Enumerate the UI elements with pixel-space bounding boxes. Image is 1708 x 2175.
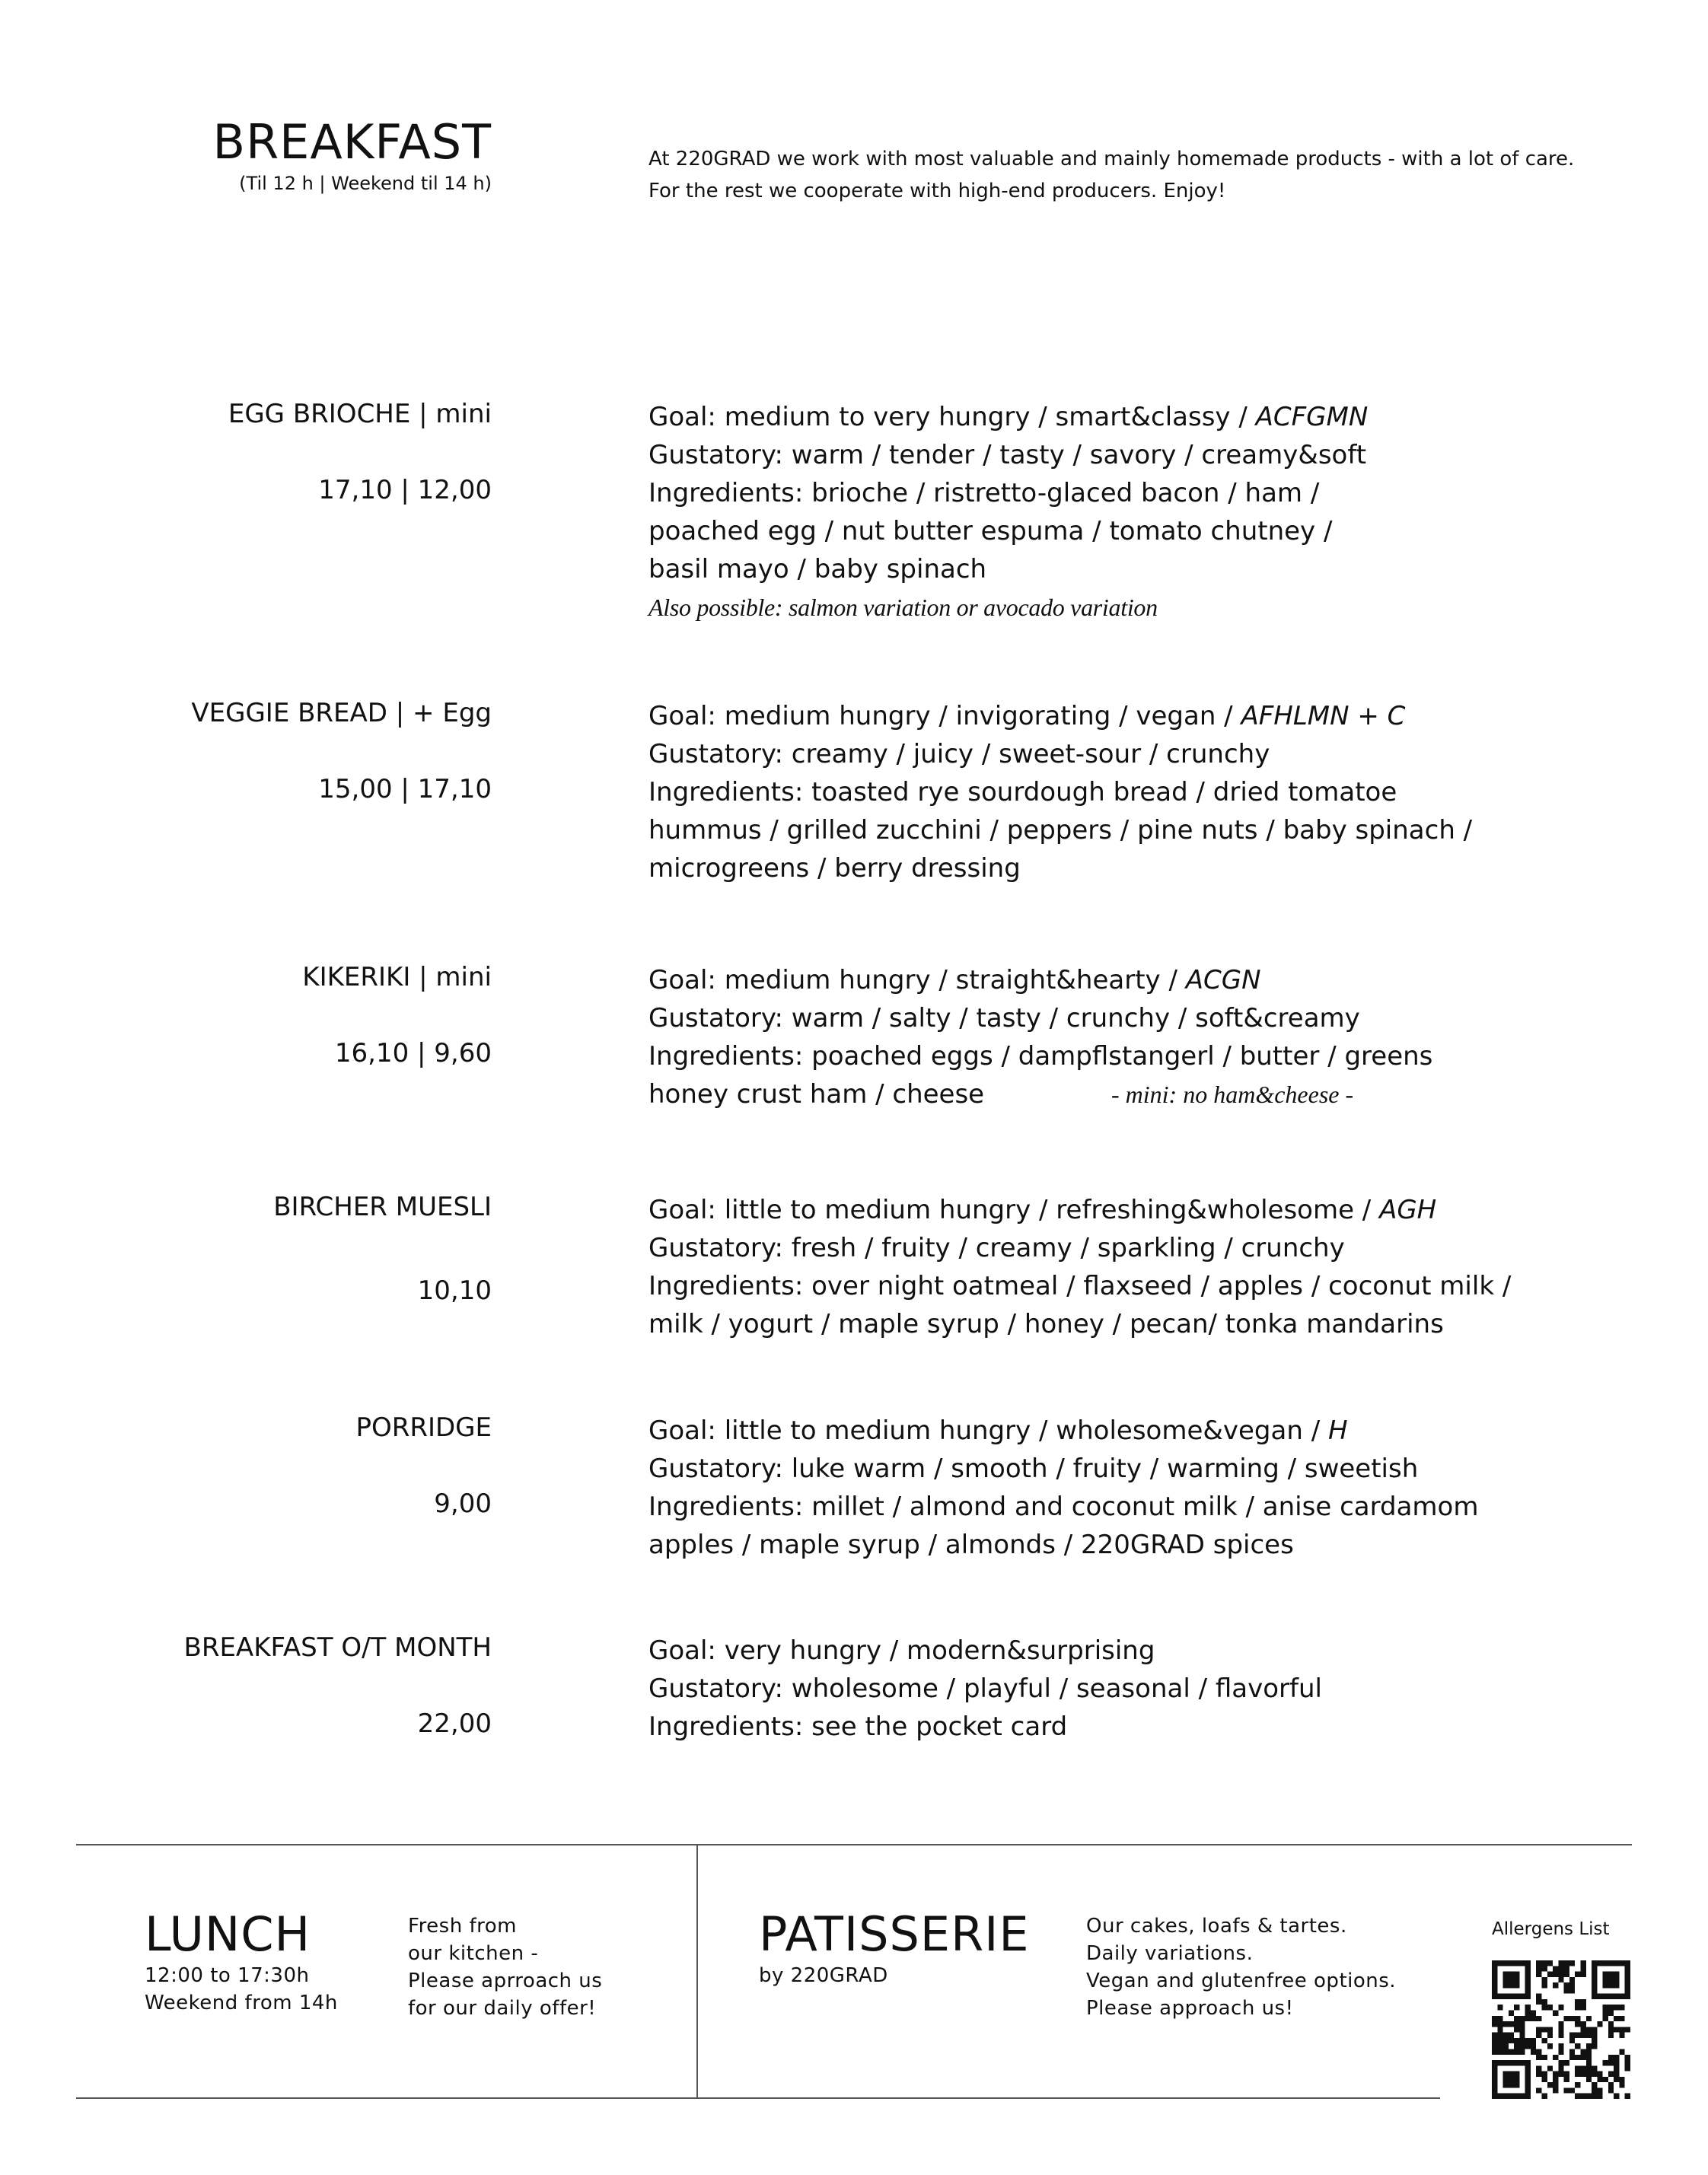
gustatory-line: Gustatory: creamy / juicy / sweet-sour / crunchy (648, 739, 1270, 769)
mini-note: - mini: no ham&cheese - (1111, 1081, 1354, 1108)
menu-item-description (648, 697, 1472, 887)
ingredients-line: basil mayo / baby spinach (648, 554, 987, 584)
goal-line: Goal: little to medium hungry / wholesome&vegan / H (648, 1416, 1348, 1446)
footer-top-divider (76, 1844, 1632, 1845)
goal-line: Goal: medium hungry / straight&hearty / ACGN (648, 965, 1261, 995)
patisserie-title: PATISSERIE (759, 1906, 1030, 1962)
menu-item-name: EGG BRIOCHE | mini (228, 399, 492, 429)
menu-item-name: VEGGIE BREAD | + Egg (191, 698, 492, 728)
footer-column-divider (696, 1845, 698, 2098)
menu-item-description (648, 1191, 1511, 1343)
allergen-codes: AFHLMN + C (1241, 701, 1406, 731)
ingredients-line: Ingredients: over night oatmeal / flaxseed / apples / coconut milk / (648, 1271, 1512, 1301)
page-title: BREAKFAST (212, 114, 492, 170)
allergens-qr-code[interactable] (1492, 1960, 1630, 2099)
allergen-codes: ACGN (1185, 965, 1261, 995)
ingredients-line: Ingredients: millet / almond and coconut milk / anise cardamom (648, 1492, 1479, 1522)
menu-item-name: PORRIDGE (355, 1412, 492, 1443)
qr-code-icon (1492, 1960, 1630, 2099)
lunch-title: LUNCH (145, 1906, 311, 1962)
ingredients-line: Ingredients: brioche / ristretto-glaced bacon / ham / (648, 478, 1320, 508)
allergen-codes: H (1327, 1416, 1348, 1446)
allergen-codes: ACFGMN (1255, 402, 1369, 432)
goal-line: Goal: medium hungry / invigorating / vegan / AFHLMN + C (648, 701, 1406, 731)
variation-note: Also possible: salmon variation or avocado variation (648, 594, 1158, 621)
ingredients-line: milk / yogurt / maple syrup / honey / pecan/ tonka mandarins (648, 1309, 1444, 1339)
goal-line: Goal: medium to very hungry / smart&classy / ACFGMN (648, 402, 1369, 432)
gustatory-line: Gustatory: luke warm / smooth / fruity / warming / sweetish (648, 1454, 1419, 1484)
menu-item-name: KIKERIKI | mini (302, 962, 492, 992)
ingredients-line: Ingredients: poached eggs / dampflstangerl / butter / greens (648, 1041, 1433, 1072)
lunch-description: Fresh from our kitchen - Please aprroach us for our daily offer! (408, 1915, 603, 2020)
menu-item-price: 15,00 | 17,10 (318, 774, 492, 804)
ingredients-line: hummus / grilled zucchini / peppers / pine nuts / baby spinach / (648, 815, 1473, 845)
goal-line: Goal: little to medium hungry / refreshing&wholesome / AGH (648, 1195, 1437, 1225)
footer-bottom-divider (76, 2097, 1440, 2099)
gustatory-line: Gustatory: wholesome / playful / seasonal / flavorful (648, 1673, 1322, 1704)
gustatory-line: Gustatory: fresh / fruity / creamy / sparkling / crunchy (648, 1233, 1345, 1263)
patisserie-subtitle: by 220GRAD (759, 1964, 888, 1987)
gustatory-line: Gustatory: warm / salty / tasty / crunchy / soft&creamy (648, 1003, 1360, 1033)
menu-item-description (648, 1632, 1322, 1746)
ingredients-line: Ingredients: toasted rye sourdough bread / dried tomatoe (648, 777, 1397, 807)
ingredients-line: Ingredients: see the pocket card (648, 1712, 1068, 1742)
intro-line: At 220GRAD we work with most valuable and mainly homemade products - with a lot of care. (648, 148, 1575, 170)
intro-line: For the rest we cooperate with high-end producers. Enjoy! (648, 180, 1226, 202)
allergen-codes: AGH (1379, 1195, 1437, 1225)
lunch-hours: 12:00 to 17:30h Weekend from 14h (145, 1964, 338, 2014)
menu-item-price: 17,10 | 12,00 (318, 475, 492, 505)
ingredients-line: poached egg / nut butter espuma / tomato chutney / (648, 516, 1333, 546)
ingredients-line: microgreens / berry dressing (648, 853, 1021, 884)
ingredients-line: apples / maple syrup / almonds / 220GRAD spices (648, 1530, 1294, 1560)
menu-item-price: 9,00 (434, 1489, 492, 1519)
allergens-list-label: Allergens List (1492, 1919, 1610, 1939)
menu-item-description (648, 961, 1432, 1113)
menu-item-description (648, 398, 1368, 626)
menu-item-price: 10,10 (417, 1275, 492, 1306)
menu-item-name: BREAKFAST O/T MONTH (183, 1632, 492, 1663)
gustatory-line: Gustatory: warm / tender / tasty / savory / creamy&soft (648, 440, 1367, 470)
patisserie-description: Our cakes, loafs & tartes. Daily variations. Vegan and glutenfree options. Please approach us! (1086, 1915, 1397, 2020)
ingredients-line: honey crust ham / cheese - mini: no ham&cheese - (648, 1075, 1432, 1113)
goal-line: Goal: very hungry / modern&surprising (648, 1635, 1155, 1666)
opening-hours: (Til 12 h | Weekend til 14 h) (239, 173, 492, 194)
menu-item-price: 22,00 (417, 1708, 492, 1739)
menu-item-description (648, 1412, 1478, 1564)
menu-item-name: BIRCHER MUESLI (273, 1192, 492, 1222)
intro-text (648, 143, 1574, 207)
menu-item-price: 16,10 | 9,60 (334, 1038, 492, 1068)
